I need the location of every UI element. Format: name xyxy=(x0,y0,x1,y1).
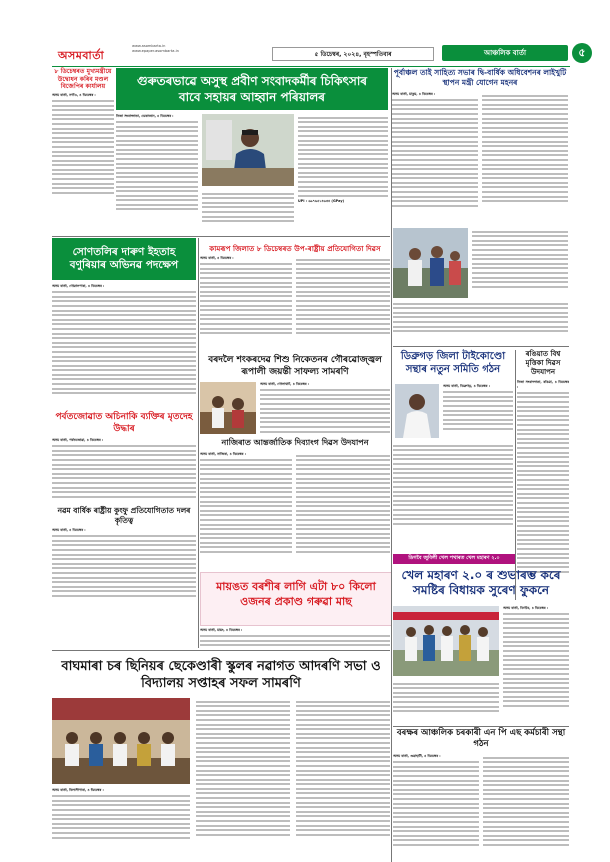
article-body-mid xyxy=(202,190,294,234)
article-body-right xyxy=(296,452,390,570)
article-body xyxy=(393,442,513,550)
headline: পৰ্বতজোৱাত অচিনাকি ব্যক্তিৰ মৃতদেহ উদ্ধাৰ xyxy=(55,412,193,434)
headline: পূৰ্বাঞ্চল তাই সাহিত্য সভাৰ দ্বি-বাৰ্ষিক অধিবেশনৰ লাইখুটি স্থাপন মন্ত্ৰী যোগেন মহনৰ xyxy=(393,68,567,87)
article-sahitya xyxy=(392,68,568,228)
date-banner: ৫ ডিচেম্বৰ, ২০২৪, বৃহস্পতিবাৰ xyxy=(272,47,434,61)
article-body: অসম বাৰ্তা, গোৱালপাৰা, ৪ ডিচেম্বৰ : xyxy=(52,284,196,408)
headline: সোণতলিৰ দাৰুণ ইহতাহ বণুৰিয়াৰ অভিনৱ পদক্ষেপ xyxy=(69,246,179,271)
website-link[interactable]: www.asombarta.in xyxy=(132,44,166,48)
article-body-right xyxy=(296,256,390,352)
article-bjp xyxy=(52,68,114,236)
column-divider xyxy=(198,238,199,648)
article-body: অসম বাৰ্তা, ডিগবৈ, ৪ ডিচেম্বৰ : xyxy=(503,606,569,724)
article-body-left: অসম বাৰ্তা, মাকুম, ৪ ডিচেম্বৰ : xyxy=(392,92,478,228)
article-body-right xyxy=(483,754,569,862)
headline: ৰঙিয়াত বিশ্ব মৃত্তিকা দিৱস উদযাপন xyxy=(525,350,561,376)
headline: মায়ঙত বৰশীৰ লাগি এটা ৮০ কিলো ওজনৰ প্ৰকাণ্ড গৰুৱা মাছ xyxy=(216,580,376,608)
headline: ডিব্ৰুগড় জিলা টাইকোণ্ডো সন্থাৰ নতুন সমিতি গঠন xyxy=(400,351,506,375)
sahitya-photo xyxy=(393,228,468,298)
article-kamrup xyxy=(200,244,390,352)
headline: বৰদলৈ শংকৰদেৱ শিশু নিকেতনৰ গৌৰৱোজ্জ্বল ৰূপালী জয়ন্তী সাফল্য সামৰণি xyxy=(208,355,382,377)
article-body-left: নিজা সংবাদদাতা, ডেকাজান, ৪ ডিচেম্বৰ : xyxy=(116,114,198,234)
column-divider xyxy=(515,350,516,600)
headline: নৱম বাৰ্ষিক ৰাষ্ট্ৰীয় কুংফু প্ৰতিযোগিতাত দলৰ কৃতিত্ব xyxy=(57,506,191,525)
sahitya-continued-2 xyxy=(393,300,568,342)
masthead xyxy=(40,40,610,66)
bardoloi-photo xyxy=(200,382,256,434)
section-banner: আঞ্চলিক বাৰ্তা xyxy=(442,45,568,61)
article-journalist xyxy=(116,68,388,234)
article-body-right xyxy=(482,92,568,228)
journalist-photo xyxy=(202,114,294,186)
masthead-websites xyxy=(132,44,202,54)
section-divider xyxy=(52,650,390,651)
epaper-link[interactable]: www.epaper.asombarta.in xyxy=(132,49,179,53)
dibrugarh-photo xyxy=(395,384,439,438)
bardoloi-body: অসম বাৰ্তা, গোলাঘাট, ৪ ডিচেম্বৰ : xyxy=(260,382,390,438)
article-body-found xyxy=(52,412,196,504)
headline: বৰক্ষৰ আঞ্চলিক চৰকাৰী এন পি এছ কৰ্মচাৰী সন্থা গঠন xyxy=(396,728,566,749)
sahitya-continued xyxy=(472,228,568,300)
headline: কামৰূপ জিলাত ৮ ডিচেম্বৰত উপ-ৰাষ্ট্ৰীয় প্ৰতিযোগিতা দিৱস xyxy=(209,244,381,253)
headline-banner xyxy=(116,68,388,110)
article-bagmara xyxy=(52,654,390,862)
article-sports xyxy=(52,506,196,606)
article-employees xyxy=(393,728,569,862)
article-body: অসম বাৰ্তা, নগাঁও, ৪ ডিচেম্বৰ : xyxy=(52,93,114,211)
headline: গুৰুতৰভাৱে অসুস্থ প্ৰবীণ সংবাদকৰ্মীৰ চিকিৎসাৰ বাবে সহায়ৰ আহ্বান পৰিয়ালৰ xyxy=(136,74,368,104)
article-body-col3 xyxy=(296,698,390,862)
bagmara-photo xyxy=(52,698,190,784)
article-body-bottom xyxy=(393,680,499,724)
article-fish xyxy=(200,572,392,626)
article-body-left: অসম বাৰ্তা, নাজিৰা, ৪ ডিচেম্বৰ : xyxy=(200,452,292,570)
column-divider xyxy=(391,68,392,862)
article-khel xyxy=(393,554,569,724)
article-dibrugarh xyxy=(393,350,513,550)
headline: খেল মহাৰণ ২.০ ৰ শুভাৰম্ভ কৰে সমষ্টিৰ বিধায়ক সুৰেণ ফুকনে xyxy=(401,568,561,597)
section-divider xyxy=(52,236,390,237)
article-body-right xyxy=(298,114,388,234)
upi-number: UPI : ৬৯৭৬৫১৪৬৩৪ (GPay) xyxy=(298,199,345,204)
khel-photo xyxy=(393,606,499,676)
headline: নাজিৰাত আন্তৰ্জাতিক দিব্যাংগ দিৱস উদযাপন xyxy=(221,438,369,447)
headline: বাঘমাৰা চৰ ছিনিয়ৰ ছেকেণ্ডাৰী স্কুলৰ নৱাগত আদৰণি সভা ও বিদ্যালয় সপ্তাহৰ সফল সামৰণি xyxy=(61,659,381,691)
khel-banner: ডিগবৈ জুবিলী খেল পথাৰত খেল মহাৰণ ২.০ xyxy=(393,554,515,564)
article-body: অসম বাৰ্তা, ৪ ডিচেম্বৰ : xyxy=(52,528,196,606)
page-number: ৫ xyxy=(572,43,592,63)
section-divider xyxy=(393,726,569,727)
fish-body: অসম বাৰ্তা, মায়ং, ৪ ডিচেম্বৰ : xyxy=(200,628,390,650)
article-body-left: অসম বাৰ্তা, ৪ ডিচেম্বৰ : xyxy=(200,256,292,352)
article-body-top: অসম বাৰ্তা, ডিব্ৰুগড়, ৪ ডিচেম্বৰ : xyxy=(443,384,513,440)
article-body-photo-caption: অসম বাৰ্তা, বিলাসীপাৰা, ৪ ডিচেম্বৰ : xyxy=(52,788,190,862)
masthead-logo: অসমবাৰ্তা xyxy=(58,49,105,62)
article-sonitpur xyxy=(52,238,196,408)
masthead-divider xyxy=(52,66,570,67)
article-body: নিজা সংবাদদাতা, ৰঙিয়া, ৪ ডিচেম্বৰ : xyxy=(517,380,569,588)
article-body: অসম বাৰ্তা, পৰ্বতজোৱা, ৪ ডিচেম্বৰ : xyxy=(52,438,196,502)
article-disability xyxy=(200,438,390,570)
article-body-left: অসম বাৰ্তা, গুৱাহাটী, ৪ ডিচেম্বৰ : xyxy=(393,754,479,862)
headline: ৮ ডিচেম্বৰত মুখ্যমন্ত্ৰীয়ে উদ্বোধন কৰিব মণ্ডল বিজেপিৰ কাৰ্যালয় xyxy=(54,68,112,91)
article-body-col2 xyxy=(196,698,290,862)
section-divider xyxy=(393,346,569,347)
headline-banner xyxy=(52,238,196,280)
